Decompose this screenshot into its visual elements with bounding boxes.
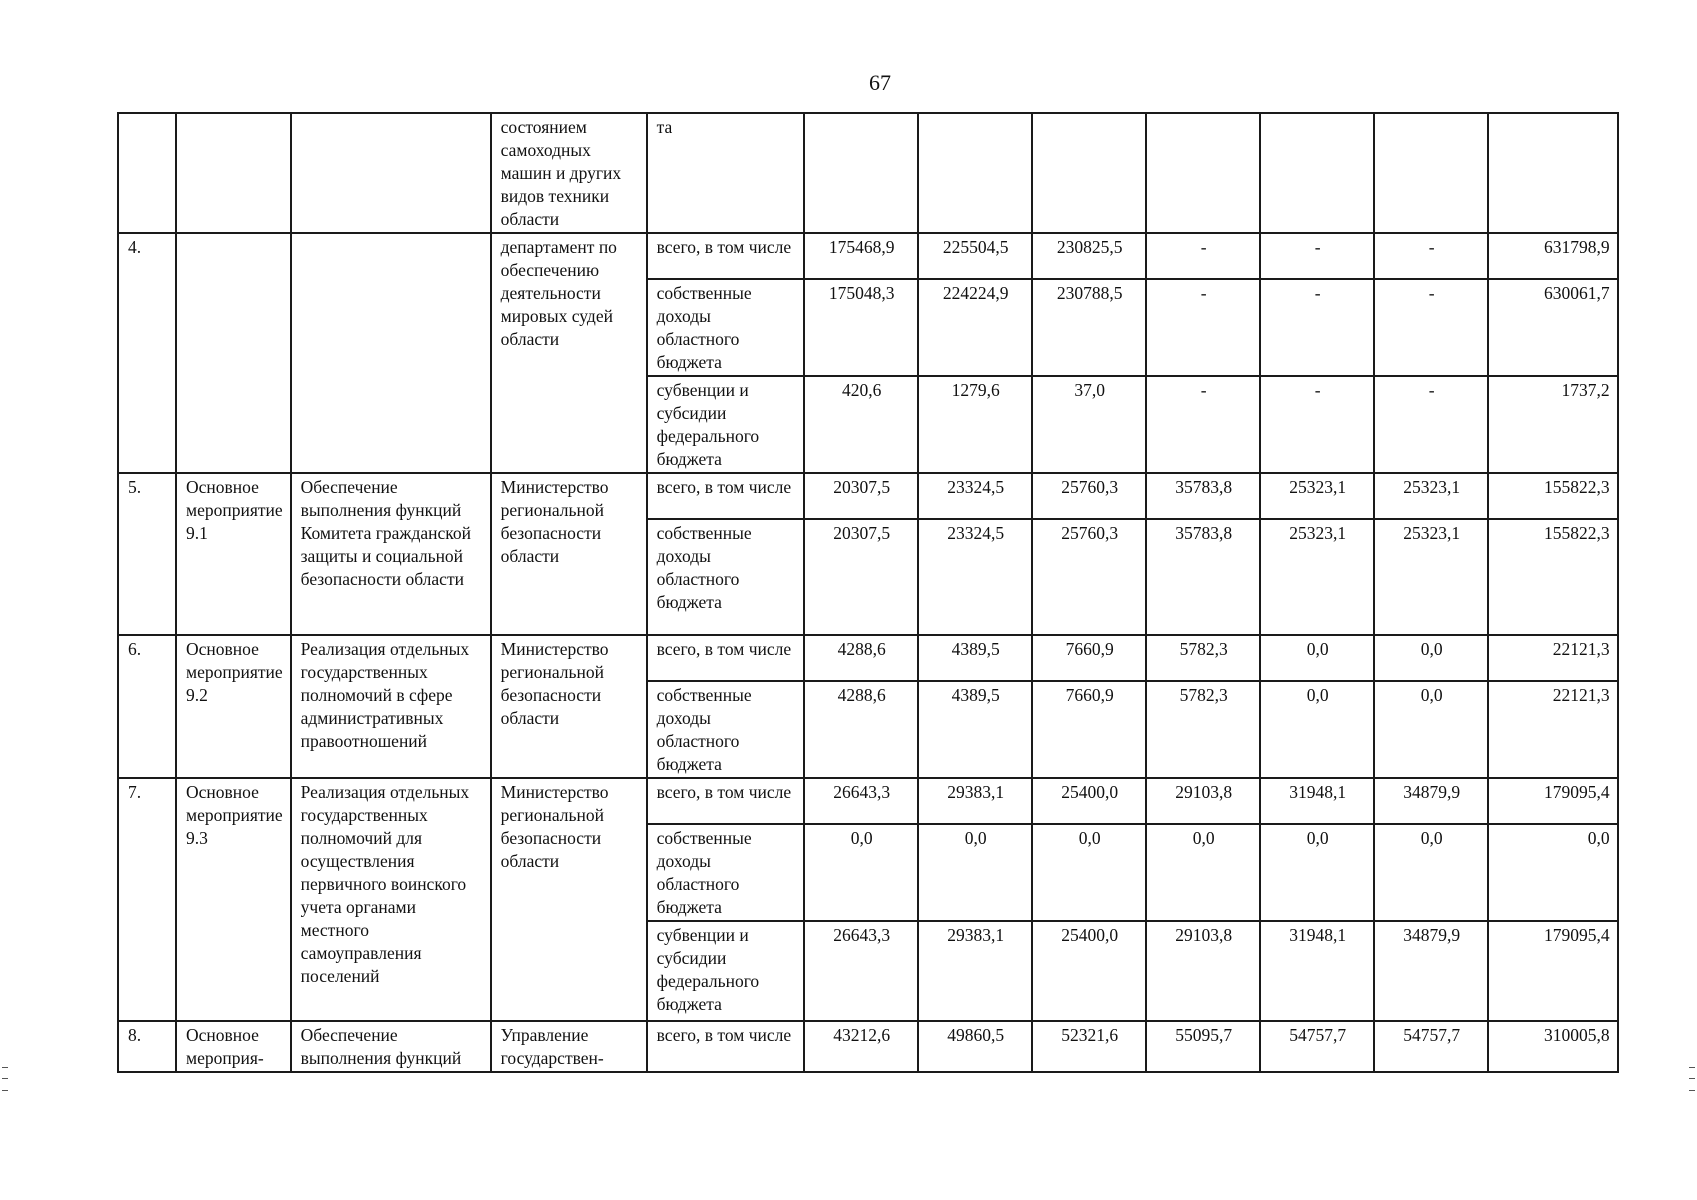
year-value: 224224,9 xyxy=(918,279,1032,376)
total-value: 179095,4 xyxy=(1488,921,1618,1021)
funding-source: всего, в том числе xyxy=(647,1021,804,1072)
year-value xyxy=(1374,113,1488,233)
year-value: 29383,1 xyxy=(918,921,1032,1021)
funding-source: всего, в том числе xyxy=(647,233,804,279)
year-value: 4389,5 xyxy=(918,635,1032,681)
responsible-executor: состоянием самоходных машин и других видов техники области xyxy=(491,113,647,233)
year-value: 37,0 xyxy=(1032,376,1146,473)
year-value: 225504,5 xyxy=(918,233,1032,279)
year-value: 34879,9 xyxy=(1374,921,1488,1021)
year-value: 23324,5 xyxy=(918,519,1032,635)
activity-name xyxy=(291,113,491,233)
year-value: 35783,8 xyxy=(1146,473,1260,519)
funding-source: всего, в том числе xyxy=(647,473,804,519)
row-number: 4. xyxy=(118,233,176,473)
year-value: 0,0 xyxy=(918,824,1032,921)
year-value: 0,0 xyxy=(1260,824,1374,921)
funding-source: та xyxy=(647,113,804,233)
activity-code: Основное мероприятие 9.3 xyxy=(176,778,291,1021)
total-value: 1737,2 xyxy=(1488,376,1618,473)
year-value: 25323,1 xyxy=(1260,473,1374,519)
year-value: 7660,9 xyxy=(1032,635,1146,681)
year-value: 29103,8 xyxy=(1146,778,1260,824)
year-value: 4288,6 xyxy=(804,635,918,681)
row-number: 5. xyxy=(118,473,176,635)
year-value: 29103,8 xyxy=(1146,921,1260,1021)
total-value: 22121,3 xyxy=(1488,681,1618,778)
year-value: 54757,7 xyxy=(1260,1021,1374,1072)
year-value: - xyxy=(1374,279,1488,376)
activity-code: Основное мероприятие 9.1 xyxy=(176,473,291,635)
total-value: 22121,3 xyxy=(1488,635,1618,681)
funding-source: собственные доходы областного бюджета xyxy=(647,681,804,778)
year-value: 49860,5 xyxy=(918,1021,1032,1072)
activity-name: Реализация отдельных государственных полномочий в сфере административных правоотношений xyxy=(291,635,491,778)
year-value: 31948,1 xyxy=(1260,778,1374,824)
year-value: 230825,5 xyxy=(1032,233,1146,279)
year-value: 25400,0 xyxy=(1032,778,1146,824)
funding-source: всего, в том числе xyxy=(647,635,804,681)
year-value xyxy=(1260,113,1374,233)
funding-source: собственные доходы областного бюджета xyxy=(647,279,804,376)
margin-mark-right xyxy=(1689,1067,1695,1091)
table-row xyxy=(118,233,1618,279)
year-value: 5782,3 xyxy=(1146,635,1260,681)
activity-name: Реализация отдельных государственных полномочий для осуществления первичного воинского учета органами местного самоуправления поселений xyxy=(291,778,491,1021)
year-value: 25400,0 xyxy=(1032,921,1146,1021)
year-value: 4389,5 xyxy=(918,681,1032,778)
total-value: 631798,9 xyxy=(1488,233,1618,279)
year-value: - xyxy=(1146,233,1260,279)
funding-source: собственные доходы областного бюджета xyxy=(647,519,804,635)
margin-mark-left xyxy=(2,1067,8,1091)
year-value: 175048,3 xyxy=(804,279,918,376)
year-value: 0,0 xyxy=(1374,824,1488,921)
year-value: - xyxy=(1260,233,1374,279)
year-value: 0,0 xyxy=(1032,824,1146,921)
total-value: 0,0 xyxy=(1488,824,1618,921)
total-value: 630061,7 xyxy=(1488,279,1618,376)
year-value: 54757,7 xyxy=(1374,1021,1488,1072)
activity-name xyxy=(291,233,491,473)
year-value: - xyxy=(1260,279,1374,376)
responsible-executor: Управление государствен- xyxy=(491,1021,647,1072)
year-value: 0,0 xyxy=(804,824,918,921)
year-value: 26643,3 xyxy=(804,921,918,1021)
year-value: 0,0 xyxy=(1374,681,1488,778)
year-value: 26643,3 xyxy=(804,778,918,824)
funding-source: субвенции и субсидии федерального бюджета xyxy=(647,376,804,473)
year-value: 29383,1 xyxy=(918,778,1032,824)
year-value: - xyxy=(1146,279,1260,376)
table-row xyxy=(118,1021,1618,1072)
table-row xyxy=(118,113,1618,233)
year-value: 5782,3 xyxy=(1146,681,1260,778)
activity-name: Обеспечение выполнения функций Комитета гражданской защиты и социальной безопасности области xyxy=(291,473,491,635)
row-number: 7. xyxy=(118,778,176,1021)
year-value: 1279,6 xyxy=(918,376,1032,473)
year-value: 31948,1 xyxy=(1260,921,1374,1021)
year-value: 34879,9 xyxy=(1374,778,1488,824)
table-row xyxy=(118,473,1618,519)
table-row xyxy=(118,635,1618,681)
total-value: 155822,3 xyxy=(1488,519,1618,635)
year-value: 25323,1 xyxy=(1374,473,1488,519)
year-value: 25760,3 xyxy=(1032,519,1146,635)
year-value: 0,0 xyxy=(1260,681,1374,778)
year-value xyxy=(804,113,918,233)
responsible-executor: Министерство региональной безопасности области xyxy=(491,778,647,1021)
year-value: 25760,3 xyxy=(1032,473,1146,519)
table-body xyxy=(118,113,1618,1072)
funding-source: собственные доходы областного бюджета xyxy=(647,824,804,921)
year-value: 25323,1 xyxy=(1374,519,1488,635)
row-number: 6. xyxy=(118,635,176,778)
year-value: 4288,6 xyxy=(804,681,918,778)
year-value xyxy=(1032,113,1146,233)
activity-name: Обеспечение выполнения функций xyxy=(291,1021,491,1072)
funding-source: субвенции и субсидии федерального бюджета xyxy=(647,921,804,1021)
responsible-executor: Министерство региональной безопасности области xyxy=(491,473,647,635)
year-value: 43212,6 xyxy=(804,1021,918,1072)
total-value xyxy=(1488,113,1618,233)
year-value: 55095,7 xyxy=(1146,1021,1260,1072)
year-value: 52321,6 xyxy=(1032,1021,1146,1072)
year-value: - xyxy=(1374,233,1488,279)
year-value xyxy=(918,113,1032,233)
year-value: - xyxy=(1146,376,1260,473)
total-value: 155822,3 xyxy=(1488,473,1618,519)
activity-code xyxy=(176,233,291,473)
year-value: 0,0 xyxy=(1260,635,1374,681)
total-value: 310005,8 xyxy=(1488,1021,1618,1072)
activity-code: Основное мероприя- xyxy=(176,1021,291,1072)
year-value: 175468,9 xyxy=(804,233,918,279)
year-value: 20307,5 xyxy=(804,519,918,635)
year-value: 420,6 xyxy=(804,376,918,473)
year-value: - xyxy=(1374,376,1488,473)
responsible-executor: департамент по обеспечению деятельности мировых судей области xyxy=(491,233,647,473)
year-value: 25323,1 xyxy=(1260,519,1374,635)
year-value: - xyxy=(1260,376,1374,473)
year-value: 0,0 xyxy=(1374,635,1488,681)
row-number xyxy=(118,113,176,233)
row-number: 8. xyxy=(118,1021,176,1072)
year-value xyxy=(1146,113,1260,233)
year-value: 20307,5 xyxy=(804,473,918,519)
total-value: 179095,4 xyxy=(1488,778,1618,824)
responsible-executor: Министерство региональной безопасности области xyxy=(491,635,647,778)
year-value: 23324,5 xyxy=(918,473,1032,519)
year-value: 7660,9 xyxy=(1032,681,1146,778)
activity-code xyxy=(176,113,291,233)
year-value: 35783,8 xyxy=(1146,519,1260,635)
activity-code: Основное мероприятие 9.2 xyxy=(176,635,291,778)
year-value: 0,0 xyxy=(1146,824,1260,921)
year-value: 230788,5 xyxy=(1032,279,1146,376)
table-row xyxy=(118,778,1618,824)
budget-table xyxy=(117,112,1619,1073)
page-number: 67 xyxy=(869,70,891,95)
funding-source: всего, в том числе xyxy=(647,778,804,824)
